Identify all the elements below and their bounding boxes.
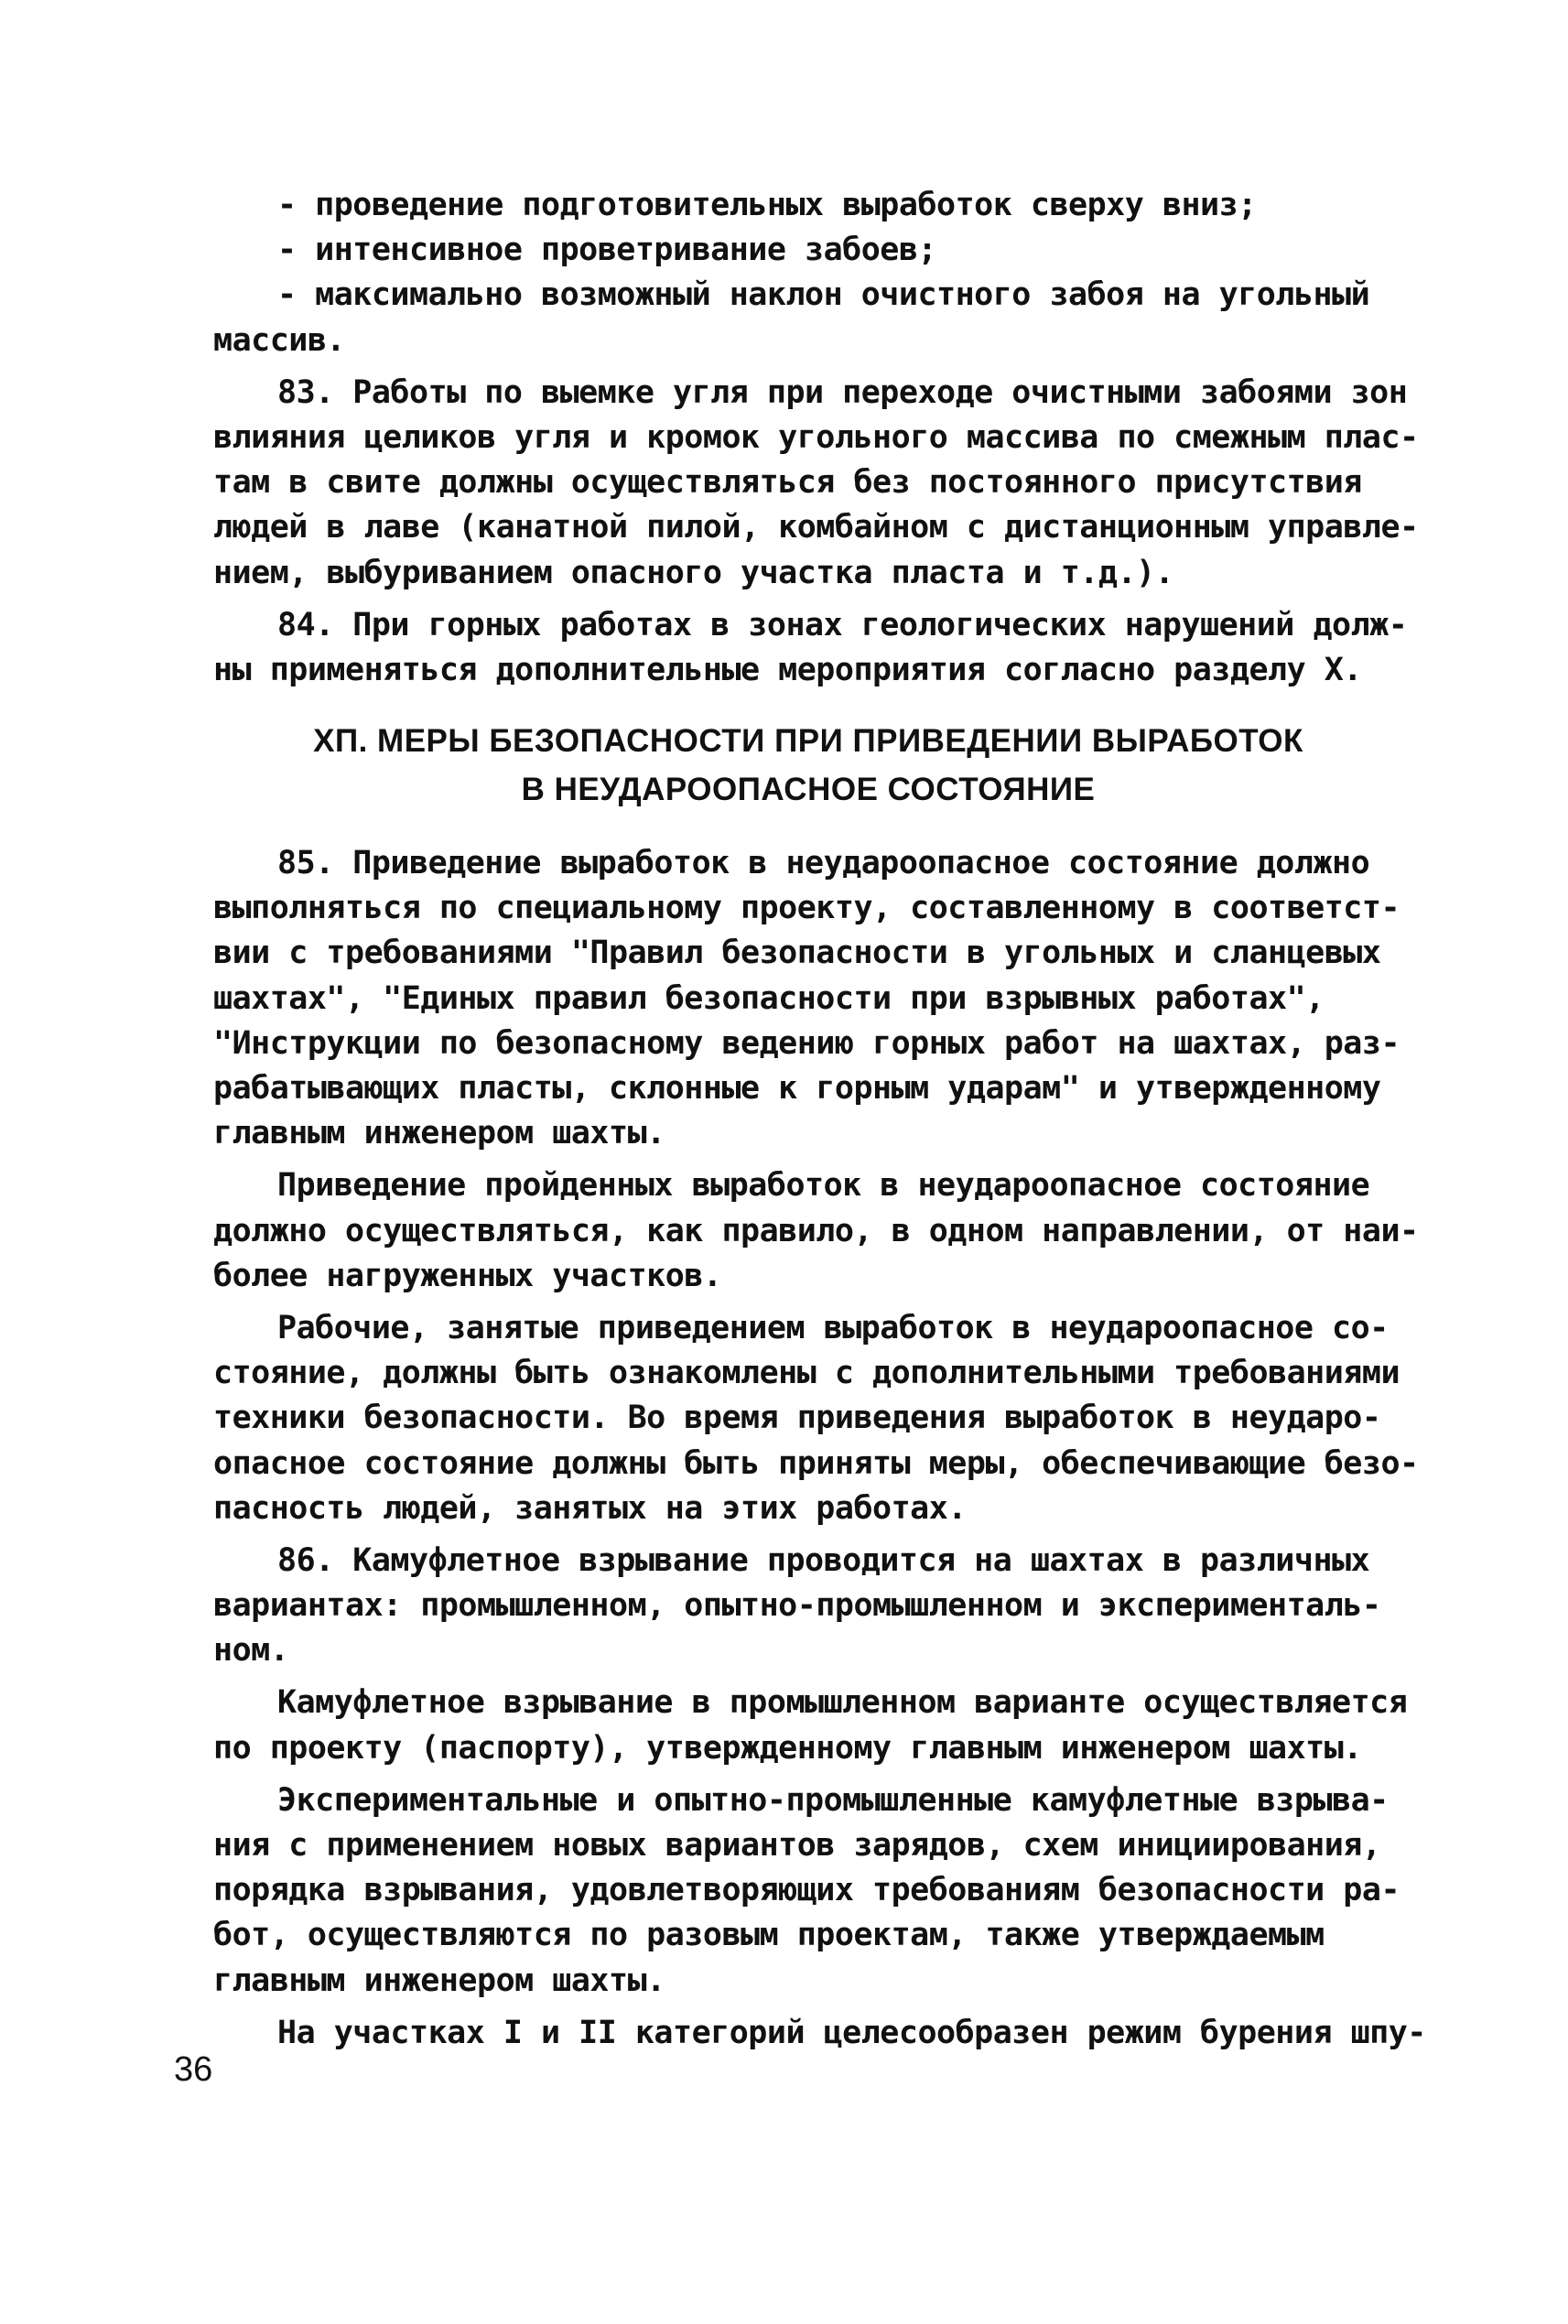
paragraph-83-line: там в свите должны осуществляться без постоянного присутствия	[213, 464, 1362, 502]
paragraph-83-line: нием, выбуриванием опасного участка пласта и т.д.).	[213, 554, 1174, 591]
paragraph-84-line: 84. При горных работах в зонах геологических нарушений долж-	[277, 606, 1408, 643]
paragraph-85-line: "Инструкции по безопасному ведению горных работ на шахтах, раз-	[213, 1024, 1400, 1062]
paragraph-line: главным инженером шахты.	[213, 1962, 665, 1999]
section-heading-line-2: В НЕУДАРООПАСНОЕ СОСТОЯНИЕ	[521, 772, 1096, 808]
paragraph-83-line: влияния целиков угля и кромок угольного массива по смежным плас-	[213, 418, 1419, 456]
list-item-continuation: массив.	[213, 321, 346, 359]
paragraph-84-line: ны применяться дополнительные мероприятия согласно разделу X.	[213, 651, 1362, 688]
paragraph-line: Рабочие, занятые приведением выработок в неудароопасное со-	[277, 1309, 1389, 1346]
paragraph-85-line: рабатывающих пласты, склонные к горным ударам" и утвержденному	[213, 1070, 1381, 1107]
section-heading-line-1: ХП. МЕРЫ БЕЗОПАСНОСТИ ПРИ ПРИВЕДЕНИИ ВЫРАБОТОК	[313, 723, 1303, 760]
paragraph-86-line: 86. Камуфлетное взрывание проводится на шахтах в различных	[277, 1541, 1370, 1579]
paragraph-line: по проекту (паспорту), утвержденному главным инженером шахты.	[213, 1729, 1362, 1767]
paragraph-line: опасное состояние должны быть приняты меры, обеспечивающие безо-	[213, 1444, 1419, 1482]
list-item: - проведение подготовительных выработок сверху вниз;	[277, 187, 1257, 223]
paragraph-line: порядка взрывания, удовлетворяющих требованиям безопасности ра-	[213, 1872, 1400, 1909]
page-number: 36	[174, 2050, 213, 2089]
paragraph-line: На участках I и II категорий целесообразен режим бурения шпу-	[277, 2014, 1426, 2051]
paragraph-line: стояние, должны быть ознакомлены с дополнительными требованиями	[213, 1355, 1400, 1392]
paragraph-85-line: вии с требованиями "Правил безопасности в угольных и сланцевых	[213, 935, 1381, 972]
paragraph-line: Экспериментальные и опытно-промышленные камуфлетные взрыва-	[277, 1781, 1389, 1819]
paragraph-line: Камуфлетное взрывание в промышленном варианте осуществляется	[277, 1684, 1408, 1722]
list-item: - интенсивное проветривание забоев;	[277, 232, 937, 269]
paragraph-86-line: вариантах: промышленном, опытно-промышленном и эксперименталь-	[213, 1587, 1381, 1625]
paragraph-83-line: 83. Работы по выемке угля при переходе очистными забоями зон	[277, 373, 1408, 411]
paragraph-line: более нагруженных участков.	[213, 1257, 722, 1294]
paragraph-85-line: шахтах", "Единых правил безопасности при взрывных работах",	[213, 979, 1325, 1017]
paragraph-86-line: ном.	[213, 1632, 289, 1670]
body-text	[213, 183, 1426, 2056]
section-heading	[213, 717, 1403, 814]
paragraph-line: ния с применением новых вариантов зарядов, схем инициирования,	[213, 1827, 1381, 1864]
paragraph-line: Приведение пройденных выработок в неудароопасное состояние	[277, 1167, 1370, 1205]
paragraph-line: бот, осуществляются по разовым проектам, также утверждаемым	[213, 1917, 1325, 1954]
paragraph-83-line: людей в лаве (канатной пилой, комбайном с дистанционным управле-	[213, 509, 1419, 546]
list-item: - максимально возможный наклон очистного забоя на угольный	[277, 276, 1370, 314]
paragraph-85-line: выполняться по специальному проекту, составленному в соответст-	[213, 890, 1400, 927]
paragraph-85-line: главным инженером шахты.	[213, 1115, 665, 1152]
paragraph-line: пасность людей, занятых на этих работах.	[213, 1489, 967, 1527]
paragraph-line: техники безопасности. Во время приведения выработок в неударо-	[213, 1400, 1381, 1437]
paragraph-85-line: 85. Приведение выработок в неудароопасное состояние должно	[277, 845, 1370, 882]
paragraph-line: должно осуществляться, как правило, в одном направлении, от наи-	[213, 1212, 1419, 1249]
